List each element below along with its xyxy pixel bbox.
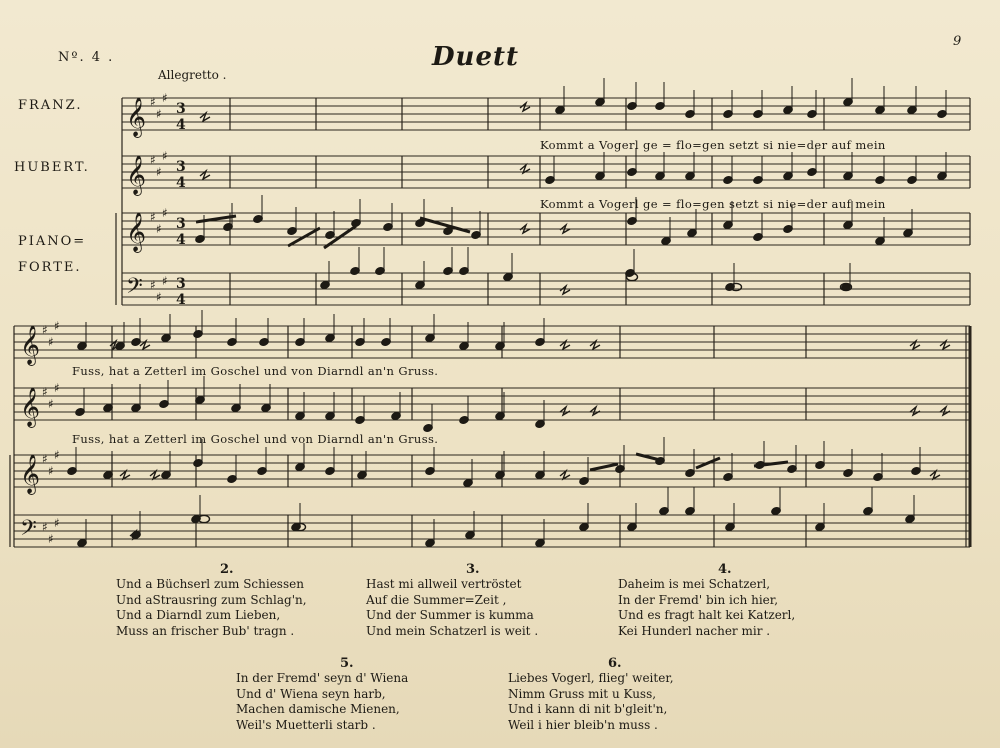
- treble-clef: 𝄞: [20, 387, 41, 427]
- sharp-sign: ♯: [48, 532, 54, 546]
- time-signature: 3: [176, 216, 186, 232]
- piece-number: Nº. 4 .: [58, 50, 115, 65]
- time-signature: 3: [176, 101, 186, 117]
- rest-sign: [940, 407, 950, 415]
- sharp-sign: ♯: [156, 222, 162, 236]
- sharp-sign: ♯: [48, 397, 54, 411]
- verse-number: 6.: [608, 656, 622, 671]
- time-signature: 3: [176, 276, 186, 292]
- treble-clef: 𝄞: [126, 155, 147, 195]
- sharp-sign: ♯: [150, 153, 156, 167]
- sharp-sign: ♯: [150, 210, 156, 224]
- treble-clef: 𝄞: [20, 325, 41, 365]
- verse-line: Auf die Summer=Zeit ,: [366, 592, 507, 607]
- rest-sign: [150, 471, 160, 479]
- time-signature: 4: [176, 175, 186, 191]
- lyric-line-hubert-1: Kommt a Vogerl ge = flo=gen setzt si nie=der auf mein: [540, 197, 886, 211]
- verse-line: Machen damische Mienen,: [236, 702, 400, 716]
- verse-line: Hast mi allweil vertröstet: [366, 577, 522, 591]
- verse-line: Und i kann di nit b'gleit'n,: [508, 702, 668, 716]
- verse-line: Muss an frischer Bub' tragn .: [116, 623, 295, 638]
- sharp-sign: ♯: [42, 385, 48, 399]
- time-signature: 4: [176, 232, 186, 248]
- verse-2: [116, 562, 307, 639]
- verse-line: Und aStrausring zum Schlag'n,: [116, 592, 307, 607]
- treble-clef: 𝄞: [126, 212, 147, 252]
- rest-sign: [520, 103, 530, 111]
- sharp-sign: ♯: [54, 381, 60, 395]
- sharp-sign: ♯: [162, 91, 168, 105]
- verse-line: In der Fremd' bin ich hier,: [618, 592, 779, 607]
- sharp-sign: ♯: [42, 323, 48, 337]
- verse-line: Und es fragt halt kei Katzerl,: [618, 608, 796, 622]
- sharp-sign: ♯: [150, 278, 156, 292]
- rest-sign: [560, 286, 570, 294]
- verse-number: 5.: [340, 656, 354, 671]
- bass-clef: 𝄢: [126, 274, 143, 304]
- sharp-sign: ♯: [156, 165, 162, 179]
- lyric-line-franz-1: Kommt a Vogerl ge = flo=gen setzt si nie=der auf mein: [540, 138, 886, 152]
- note-beam: [590, 464, 618, 470]
- verse-line: Liebes Vogerl, flieg' weiter,: [508, 671, 674, 685]
- verse-line: In der Fremd' seyn d' Wiena: [236, 671, 409, 685]
- verse-line: Und a Diarndl zum Lieben,: [116, 608, 281, 622]
- time-signature: 4: [176, 292, 186, 308]
- bass-clef: 𝄢: [20, 516, 37, 546]
- tempo-marking: Allegretto .: [158, 68, 227, 82]
- rest-sign: [560, 471, 570, 479]
- part-label-piano: PIANO=: [18, 234, 87, 249]
- part-label-forte: FORTE.: [18, 260, 82, 275]
- verse-3: [366, 562, 538, 639]
- verse-number: 3.: [466, 562, 480, 577]
- verse-line: Nimm Gruss mit u Kuss,: [508, 686, 657, 701]
- sharp-sign: ♯: [162, 149, 168, 163]
- verse-line: Weil i hier bleib'n muss .: [508, 717, 658, 732]
- verse-4: [618, 562, 795, 639]
- sharp-sign: ♯: [156, 290, 162, 304]
- sharp-sign: ♯: [54, 319, 60, 333]
- verse-line: Kei Hunderl nacher mir .: [618, 623, 771, 638]
- sharp-sign: ♯: [42, 520, 48, 534]
- verse-line: Und der Summer is kumma: [366, 608, 534, 622]
- rest-sign: [120, 471, 130, 479]
- time-signature: 4: [176, 117, 186, 133]
- page-title: Duett: [432, 42, 520, 72]
- sharp-sign: ♯: [42, 452, 48, 466]
- verse-number: 4.: [718, 562, 732, 577]
- verse-line: Und mein Schatzerl is weit .: [366, 623, 539, 638]
- page-number: 9: [953, 34, 962, 49]
- treble-clef: 𝄞: [20, 454, 41, 494]
- lyric-line-hubert-2: Fuss, hat a Zetterl im Goschel und von Diarndl an'n Gruss.: [72, 432, 439, 446]
- part-label-franz: FRANZ.: [18, 98, 83, 113]
- rest-sign: [910, 407, 920, 415]
- verse-5: [236, 656, 408, 733]
- verse-line: Daheim is mei Schatzerl,: [618, 577, 771, 591]
- sharp-sign: ♯: [48, 464, 54, 478]
- verse-6: [508, 656, 674, 733]
- sharp-sign: ♯: [162, 206, 168, 220]
- verse-line: Weil's Muetterli starb .: [236, 717, 376, 732]
- verse-number: 2.: [220, 562, 234, 577]
- sharp-sign: ♯: [54, 516, 60, 530]
- verse-line: Und a Büchserl zum Schiessen: [116, 577, 304, 591]
- sharp-sign: ♯: [48, 335, 54, 349]
- lyric-line-franz-2: Fuss, hat a Zetterl im Goschel und von Diarndl an'n Gruss.: [72, 364, 439, 378]
- rest-sign: [930, 471, 940, 479]
- sharp-sign: ♯: [54, 448, 60, 462]
- sharp-sign: ♯: [162, 274, 168, 288]
- sharp-sign: ♯: [150, 95, 156, 109]
- rest-sign: [590, 407, 600, 415]
- time-signature: 3: [176, 159, 186, 175]
- sharp-sign: ♯: [156, 107, 162, 121]
- verse-line: Und d' Wiena seyn harb,: [236, 686, 386, 701]
- rest-sign: [560, 407, 570, 415]
- part-label-hubert: HUBERT.: [14, 160, 90, 175]
- treble-clef: 𝄞: [126, 97, 147, 137]
